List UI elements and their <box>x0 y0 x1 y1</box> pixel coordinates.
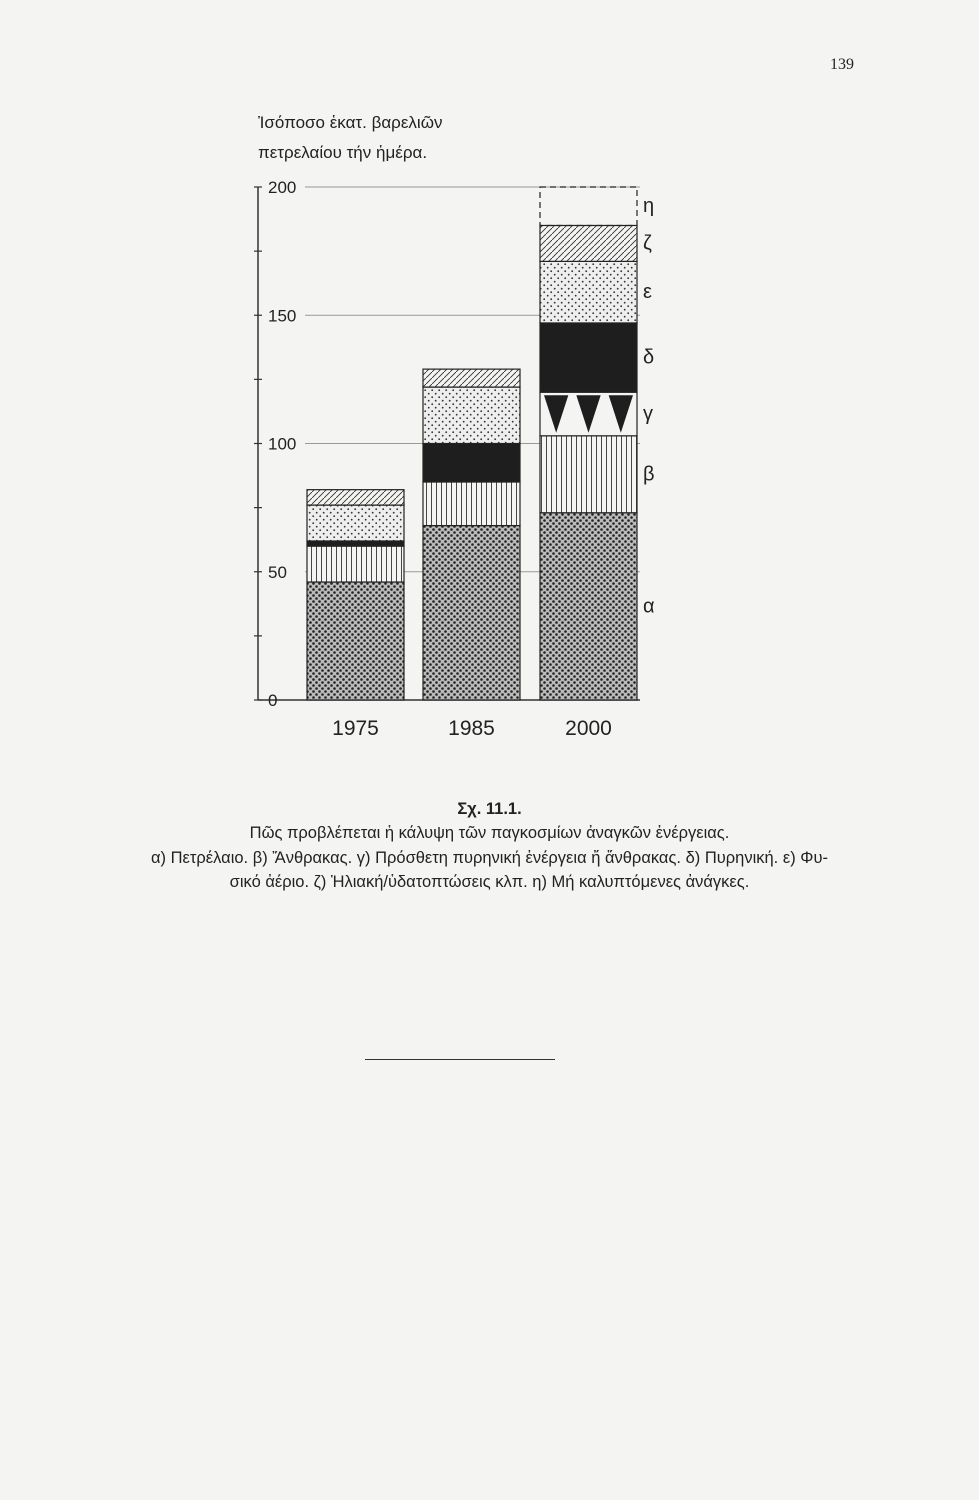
series-label-ε: ε <box>643 281 652 304</box>
x-tick-label-2000: 2000 <box>565 717 612 740</box>
y-axis-label-line-1: Ἰσόποσο ἑκατ. βαρελιῶν <box>258 113 443 132</box>
y-tick-label: 0 <box>268 691 278 710</box>
bar-segment-δ-1975 <box>307 541 404 546</box>
bar-segment-ε-1975 <box>307 505 404 541</box>
bar-segment-α-1975 <box>307 582 404 700</box>
bar-segment-ζ-1975 <box>307 490 404 505</box>
caption-line-2: α) Πετρέλαιο. β) Ἄνθρακας. γ) Πρόσθετη πυρηνική ἐνέργεια ἤ ἄνθρακας. δ) Πυρηνική. ε) Φυ- <box>151 849 828 867</box>
bar-segment-α-2000 <box>540 513 637 700</box>
x-tick-label-1975: 1975 <box>332 717 379 740</box>
bar-segment-ζ-1985 <box>423 369 520 387</box>
series-label-ζ: ζ <box>643 232 652 255</box>
figure-label: Σχ. 11.1. <box>457 800 522 818</box>
series-label-β: β <box>643 463 655 486</box>
bar-segment-η-2000 <box>540 187 637 225</box>
bar-segment-ε-2000 <box>540 261 637 323</box>
y-axis-label-line-2: πετρελαίου τήν ἡμέρα. <box>258 143 428 162</box>
bar-segment-δ-2000 <box>540 323 637 392</box>
caption-line-3: σικό ἀέριο. ζ) Ἡλιακή/ὑδατοπτώσεις κλπ. η) Μή καλυπτόμενες ἀνάγκες. <box>229 873 750 891</box>
bar-segment-ε-1985 <box>423 387 520 443</box>
bar-segment-δ-1985 <box>423 444 520 482</box>
y-tick-label: 100 <box>268 434 297 454</box>
series-label-δ: δ <box>643 346 655 369</box>
y-tick-label: 50 <box>268 562 287 582</box>
page-number: 139 <box>830 56 854 73</box>
y-tick-label: 150 <box>268 306 297 326</box>
bar-segment-α-1985 <box>423 526 520 700</box>
bar-segment-ζ-2000 <box>540 225 637 261</box>
bar-segment-β-2000 <box>540 436 637 513</box>
caption-line-1: Πῶς προβλέπεται ἡ κάλυψη τῶν παγκοσμίων ἀναγκῶν ἐνέργειας. <box>249 824 730 842</box>
x-tick-label-1985: 1985 <box>448 717 495 740</box>
series-label-γ: γ <box>643 403 653 426</box>
section-divider <box>365 1059 555 1060</box>
y-tick-label: 200 <box>268 178 297 197</box>
bar-segment-β-1975 <box>307 546 404 582</box>
bar-segment-β-1985 <box>423 482 520 526</box>
series-label-α: α <box>643 595 655 618</box>
series-label-η: η <box>643 195 655 218</box>
